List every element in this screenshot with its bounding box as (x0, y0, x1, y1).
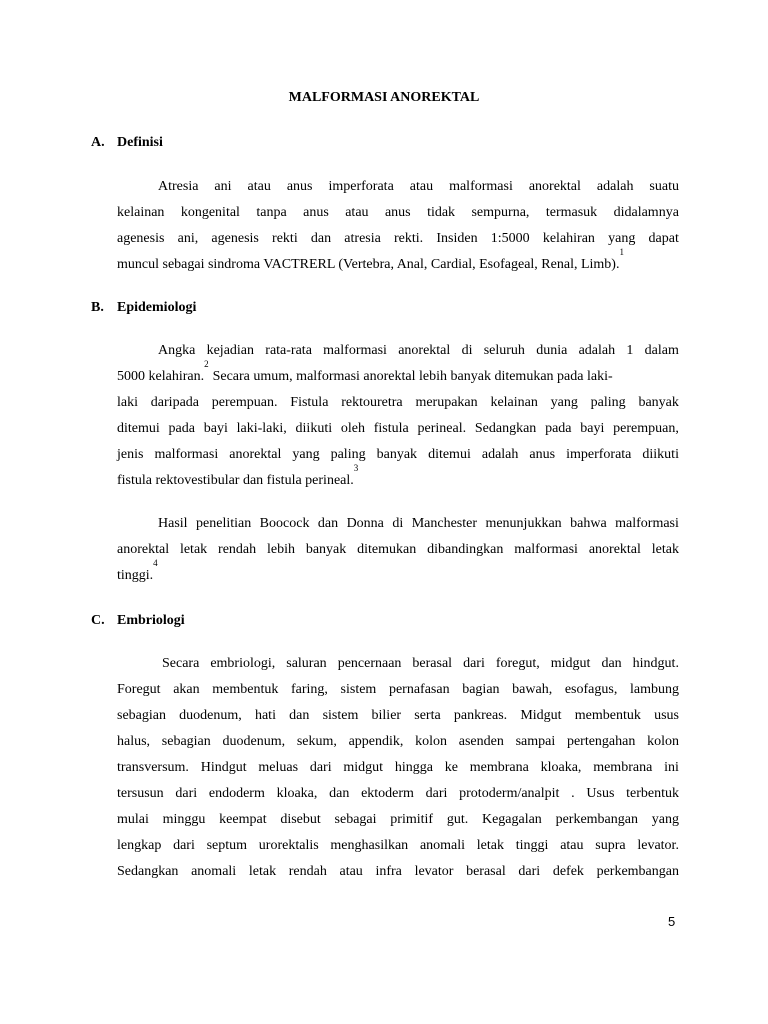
word: hati (254, 708, 276, 723)
word: sebagai (334, 812, 377, 827)
word: membentuk (212, 682, 279, 697)
footnote-ref: 4 (153, 558, 158, 568)
word: kelainan (490, 395, 538, 410)
word: bilier (371, 708, 402, 723)
word: infra (375, 864, 402, 879)
word: anorektal (588, 542, 641, 557)
word: yang (651, 812, 679, 827)
word: laki (117, 395, 138, 410)
word: malformasi (514, 542, 578, 557)
word: Sedangkan (117, 864, 179, 879)
word: atau (560, 838, 584, 853)
word: rekti. (394, 231, 424, 246)
word: banyak (638, 395, 679, 410)
word: transversum. (117, 760, 189, 775)
word: serta (414, 708, 441, 723)
word: di (461, 343, 473, 358)
paragraph-embriologi (117, 651, 679, 885)
word: sempurna, (471, 205, 530, 220)
word: urorektalis (258, 838, 319, 853)
word: pencernaan (337, 656, 402, 671)
word: diikuti (642, 447, 679, 462)
word: di (392, 516, 404, 531)
word: gut. (446, 812, 469, 827)
word: yang (550, 395, 578, 410)
word: midgut (550, 656, 591, 671)
word: perkembangan (555, 812, 638, 827)
footnote-ref: 3 (353, 463, 359, 473)
section-heading-definisi (91, 135, 163, 151)
section-heading-embriologi (91, 613, 185, 629)
word: letak (248, 864, 277, 879)
word: imperforata (566, 447, 632, 462)
footnote-ref: 2 (204, 359, 209, 369)
word: duodenum, (222, 734, 286, 749)
word: rekti (272, 231, 298, 246)
text-line (117, 511, 679, 537)
word: dari (173, 838, 195, 853)
word: protoderm/analpit (459, 786, 560, 801)
text-line (117, 226, 679, 252)
word: anus (529, 447, 556, 462)
word: sistem (340, 682, 377, 697)
word: Donna (346, 516, 384, 531)
word: seluruh (483, 343, 525, 358)
text-line: 5000 kelahiran. 2 Secara umum, malformasi anorektal lebih banyak ditemukan pada laki- (117, 364, 679, 390)
word: dari (309, 760, 332, 775)
word: Fistula (290, 395, 329, 410)
text-line (117, 729, 679, 755)
word: bawah, (512, 682, 553, 697)
word: bahwa (570, 516, 607, 531)
word: asenden (458, 734, 504, 749)
word: . (571, 786, 575, 801)
word: Midgut (520, 708, 562, 723)
word: sekum, (296, 734, 337, 749)
word: didalamnya (613, 205, 679, 220)
text-line (117, 174, 679, 200)
word: tanpa (256, 205, 287, 220)
word: disebut (280, 812, 321, 827)
word: dan (317, 516, 339, 531)
word: penelitian (196, 516, 252, 531)
word: anorektal (528, 179, 581, 194)
word: paling (330, 447, 366, 462)
word: rektouretra (341, 395, 403, 410)
word: ani (214, 179, 232, 194)
word: levator. (637, 838, 679, 853)
word: midgut (343, 760, 384, 775)
word: anomali (419, 838, 466, 853)
word: Sedangkan (474, 421, 537, 436)
word: 1:5000 (490, 231, 530, 246)
word: lengkap (117, 838, 162, 853)
word: minggu (162, 812, 206, 827)
word: kloaka, (276, 786, 318, 801)
word: malformasi (615, 516, 679, 531)
word: pankreas. (453, 708, 508, 723)
word: endoderm (208, 786, 265, 801)
word: Secara (162, 656, 200, 671)
word: dan (310, 231, 332, 246)
word: malformasi (449, 179, 513, 194)
word: letak (476, 838, 505, 853)
word: kejadian (206, 343, 255, 358)
word: Manchester (411, 516, 477, 531)
text-line (117, 677, 679, 703)
text-line (117, 703, 679, 729)
word: jenis (117, 447, 144, 462)
text-line (117, 651, 679, 677)
word: hingga (394, 760, 433, 775)
section-letter: A. (91, 135, 105, 150)
word: tinggi (515, 838, 549, 853)
word: kolon (415, 734, 448, 749)
section-title: Embriologi (117, 613, 185, 628)
word: yang (292, 447, 320, 462)
word: usus (654, 708, 679, 723)
word: pernafasan (388, 682, 450, 697)
word: atau (409, 179, 434, 194)
text-line (117, 442, 679, 468)
word: sampai (515, 734, 556, 749)
word: atau (345, 205, 369, 220)
word: kloaka, (540, 760, 582, 775)
word: rendah (288, 864, 327, 879)
word: ditemui (117, 421, 160, 436)
word: embriologi, (210, 656, 276, 671)
text-line (117, 755, 679, 781)
word: anus (384, 205, 411, 220)
word: appendik, (348, 734, 404, 749)
paragraph-definisi (117, 174, 679, 278)
word: mulai (117, 812, 149, 827)
word: lebih (266, 542, 295, 557)
word: kolon (647, 734, 679, 749)
word: lambung (629, 682, 679, 697)
word: primitif (390, 812, 434, 827)
paragraph-epidemiologi-1 (117, 338, 679, 494)
word: pada (545, 421, 572, 436)
word: ditemukan (357, 542, 417, 557)
word: perempuan. (211, 395, 278, 410)
word: perineal. (417, 421, 467, 436)
word: ektoderm (361, 786, 414, 801)
word: dari (425, 786, 448, 801)
section-heading-epidemiologi (91, 300, 196, 316)
word: membentuk (574, 708, 641, 723)
text-line: tinggi. 4 (117, 563, 679, 589)
text-line (117, 833, 679, 859)
word: adalah (596, 179, 634, 194)
text-line: fistula rektovestibular dan fistula perineal. 3 (117, 468, 679, 494)
section-letter: B. (91, 300, 104, 315)
word: atau (247, 179, 271, 194)
word: rata-rata (265, 343, 312, 358)
word: letak (179, 542, 208, 557)
text-line (117, 537, 679, 563)
word: akan (173, 682, 200, 697)
word: agenesis (117, 231, 165, 246)
word: meluas (258, 760, 299, 775)
word: atau (339, 864, 363, 879)
word: sistem (322, 708, 359, 723)
word: Hindgut (200, 760, 247, 775)
word: esofagus, (564, 682, 618, 697)
word: menghasilkan (330, 838, 409, 853)
page-number: 5 (668, 914, 676, 929)
word: banyak (376, 447, 418, 462)
word: pada (168, 421, 195, 436)
word: Boocock (259, 516, 310, 531)
word: hindgut. (632, 656, 679, 671)
word: kongenital (180, 205, 240, 220)
word: supra (595, 838, 626, 853)
word: ini (664, 760, 679, 775)
paragraph-epidemiologi-2 (117, 511, 679, 589)
word: duodenum, (179, 708, 242, 723)
word: bayi (203, 421, 228, 436)
text-line: muncul sebagai sindroma VACTRERL (Vertebra, Anal, Cardial, Esofageal, Renal, Limb). 1 (117, 252, 679, 278)
section-title: Epidemiologi (117, 300, 197, 315)
word: dari (518, 864, 541, 879)
word: anus (286, 179, 313, 194)
text-line (117, 390, 679, 416)
word: yang (608, 231, 636, 246)
word: anorektal (398, 343, 451, 358)
word: adalah (481, 447, 519, 462)
word: merupakan (415, 395, 478, 410)
word: ani, (177, 231, 199, 246)
word: banyak (305, 542, 347, 557)
word: anorektal (229, 447, 282, 462)
word: foregut, (495, 656, 540, 671)
word: agenesis (211, 231, 259, 246)
text-line (117, 416, 679, 442)
word: sebagian (117, 708, 166, 723)
word: dan (329, 786, 350, 801)
word: malformasi (154, 447, 219, 462)
word: perkembangan (596, 864, 679, 879)
word: keempat (219, 812, 267, 827)
word: saluran (286, 656, 327, 671)
word: terbentuk (626, 786, 679, 801)
word: faring, (290, 682, 328, 697)
word: anus (303, 205, 329, 220)
word: Usus (586, 786, 615, 801)
word: letak (651, 542, 679, 557)
word: bayi (580, 421, 605, 436)
word: fistula (373, 421, 409, 436)
word: pertengahan (566, 734, 636, 749)
word: dan (601, 656, 622, 671)
word: dan (289, 708, 310, 723)
word: berasal (412, 656, 453, 671)
section-letter: C. (91, 613, 105, 628)
word: tidak (427, 205, 456, 220)
word: perempuan, (613, 421, 679, 436)
word: dibandingkan (427, 542, 504, 557)
word: laki-laki, (236, 421, 287, 436)
document-title: MALFORMASI ANOREKTAL (288, 90, 480, 105)
word: anorektal (117, 542, 170, 557)
word: berasal (466, 864, 506, 879)
word: halus, (117, 734, 151, 749)
word: dunia (536, 343, 568, 358)
word: membrana (593, 760, 653, 775)
word: tersusun (117, 786, 164, 801)
word: adalah (578, 343, 616, 358)
word: kelahiran (542, 231, 595, 246)
word: imperforata (328, 179, 394, 194)
word: Foregut (117, 682, 161, 697)
word: septum (206, 838, 248, 853)
word: levator (414, 864, 454, 879)
word: malformasi (323, 343, 387, 358)
word: sebagian (161, 734, 211, 749)
section-title: Definisi (117, 135, 163, 150)
word: atresia (344, 231, 381, 246)
word: ke (444, 760, 458, 775)
footnote-ref: 1 (619, 247, 624, 257)
word: Insiden (436, 231, 478, 246)
text-line (117, 781, 679, 807)
word: daripada (150, 395, 199, 410)
text-line (117, 200, 679, 226)
word: kelainan (117, 205, 165, 220)
word: anomali (191, 864, 237, 879)
word: dalam (644, 343, 679, 358)
word: 1 (626, 343, 634, 358)
word: suatu (649, 179, 679, 194)
word: paling (590, 395, 626, 410)
word: termasuk (545, 205, 598, 220)
word: dari (463, 656, 485, 671)
word: Angka (158, 343, 196, 358)
word: menunjukkan (485, 516, 562, 531)
text-line (117, 807, 679, 833)
word: defek (552, 864, 584, 879)
word: dapat (648, 231, 679, 246)
word: Kegagalan (481, 812, 542, 827)
word: Hasil (158, 516, 188, 531)
word: ditemui (428, 447, 471, 462)
word: Atresia (158, 179, 199, 194)
word: bagian (462, 682, 500, 697)
word: oleh (340, 421, 365, 436)
word: diikuti (295, 421, 333, 436)
text-line (117, 859, 679, 885)
word: rendah (218, 542, 257, 557)
word: membrana (469, 760, 529, 775)
text-line (117, 338, 679, 364)
word: dari (175, 786, 198, 801)
